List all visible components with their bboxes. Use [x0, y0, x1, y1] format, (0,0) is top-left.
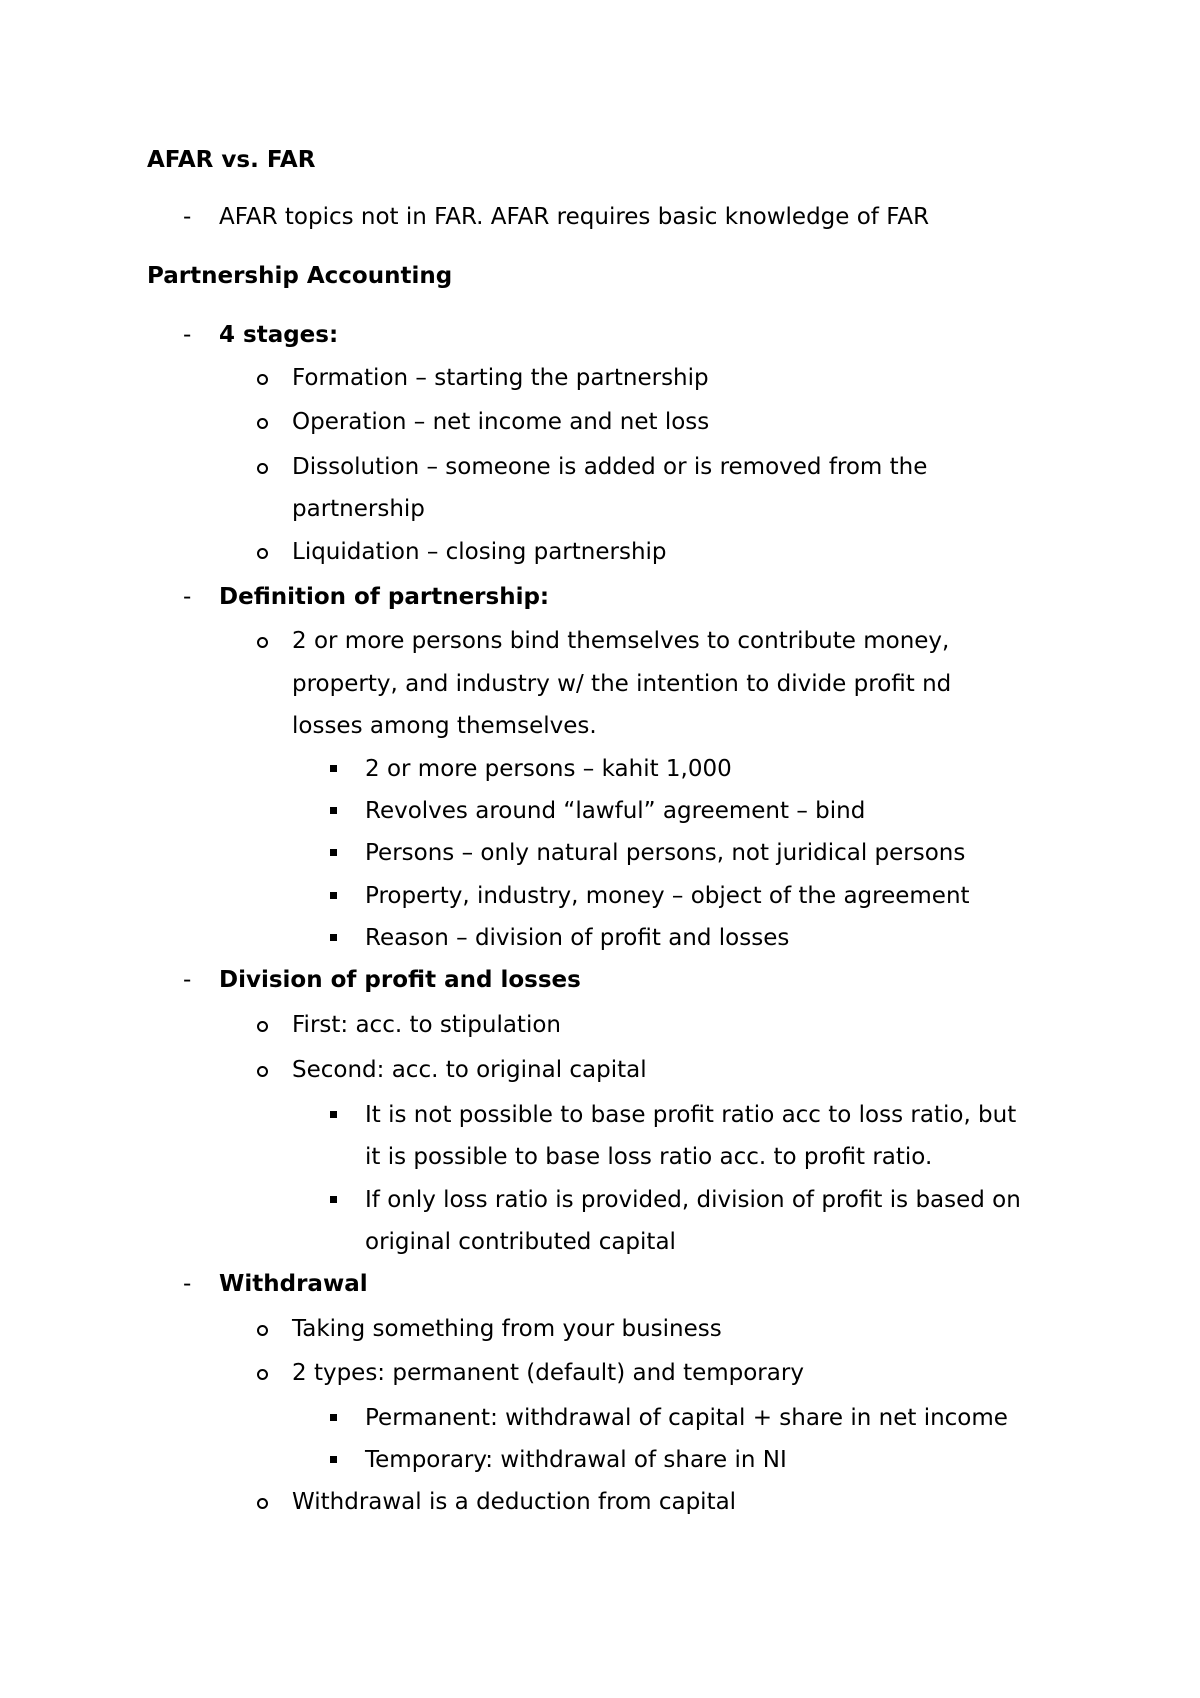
- list-item: Second: acc. to original capital: [292, 1057, 647, 1083]
- circle-bullet-icon: [257, 463, 268, 474]
- list-item: Formation – starting the partnership: [292, 365, 709, 391]
- withdrawal-title: Withdrawal: [219, 1271, 368, 1297]
- list-item: 2 or more persons – kahit 1,000: [365, 756, 732, 782]
- square-bullet-icon: [330, 1414, 337, 1421]
- list-item: It is not possible to base profit ratio acc to loss ratio, but: [365, 1102, 1017, 1128]
- list-item: Property, industry, money – object of the agreement: [365, 883, 970, 909]
- definition-title: Definition of partnership:: [219, 584, 550, 610]
- circle-bullet-icon: [257, 1498, 268, 1509]
- list-item: First: acc. to stipulation: [292, 1012, 561, 1038]
- square-bullet-icon: [330, 849, 337, 856]
- list-item: Liquidation – closing partnership: [292, 539, 667, 565]
- circle-bullet-icon: [257, 1325, 268, 1336]
- definition-text-line: 2 or more persons bind themselves to contribute money,: [292, 628, 950, 654]
- afar-topics-line: AFAR topics not in FAR. AFAR requires basic knowledge of FAR: [219, 204, 930, 230]
- list-item-continuation: partnership: [292, 496, 425, 522]
- heading-partnership-accounting: Partnership Accounting: [147, 263, 453, 289]
- square-bullet-icon: [330, 892, 337, 899]
- circle-bullet-icon: [257, 1066, 268, 1077]
- circle-bullet-icon: [257, 637, 268, 648]
- dash-bullet: -: [183, 322, 192, 348]
- square-bullet-icon: [330, 1456, 337, 1463]
- list-item: Dissolution – someone is added or is removed from the: [292, 454, 928, 480]
- square-bullet-icon: [330, 765, 337, 772]
- dash-bullet: -: [183, 584, 192, 610]
- list-item-continuation: original contributed capital: [365, 1229, 676, 1255]
- list-item: Reason – division of profit and losses: [365, 925, 790, 951]
- square-bullet-icon: [330, 807, 337, 814]
- circle-bullet-icon: [257, 418, 268, 429]
- circle-bullet-icon: [257, 374, 268, 385]
- list-item-continuation: it is possible to base loss ratio acc. to profit ratio.: [365, 1144, 933, 1170]
- list-item: Permanent: withdrawal of capital + share in net income: [365, 1405, 1008, 1431]
- circle-bullet-icon: [257, 1369, 268, 1380]
- list-item: Operation – net income and net loss: [292, 409, 710, 435]
- list-item: Revolves around “lawful” agreement – bind: [365, 798, 866, 824]
- circle-bullet-icon: [257, 1021, 268, 1032]
- list-item: If only loss ratio is provided, division of profit is based on: [365, 1187, 1021, 1213]
- division-title: Division of profit and losses: [219, 967, 581, 993]
- dash-bullet: -: [183, 1271, 192, 1297]
- list-item: Taking something from your business: [292, 1316, 722, 1342]
- stages-title: 4 stages:: [219, 322, 339, 348]
- dash-bullet: -: [183, 967, 192, 993]
- heading-afar-vs-far: AFAR vs. FAR: [147, 147, 316, 173]
- circle-bullet-icon: [257, 548, 268, 559]
- square-bullet-icon: [330, 934, 337, 941]
- list-item: Persons – only natural persons, not juridical persons: [365, 840, 966, 866]
- list-item: 2 types: permanent (default) and temporary: [292, 1360, 804, 1386]
- definition-text-line: losses among themselves.: [292, 713, 597, 739]
- list-item: Temporary: withdrawal of share in NI: [365, 1447, 787, 1473]
- square-bullet-icon: [330, 1111, 337, 1118]
- dash-bullet: -: [183, 204, 192, 230]
- square-bullet-icon: [330, 1196, 337, 1203]
- list-item: Withdrawal is a deduction from capital: [292, 1489, 737, 1515]
- definition-text-line: property, and industry w/ the intention to divide profit nd: [292, 671, 952, 697]
